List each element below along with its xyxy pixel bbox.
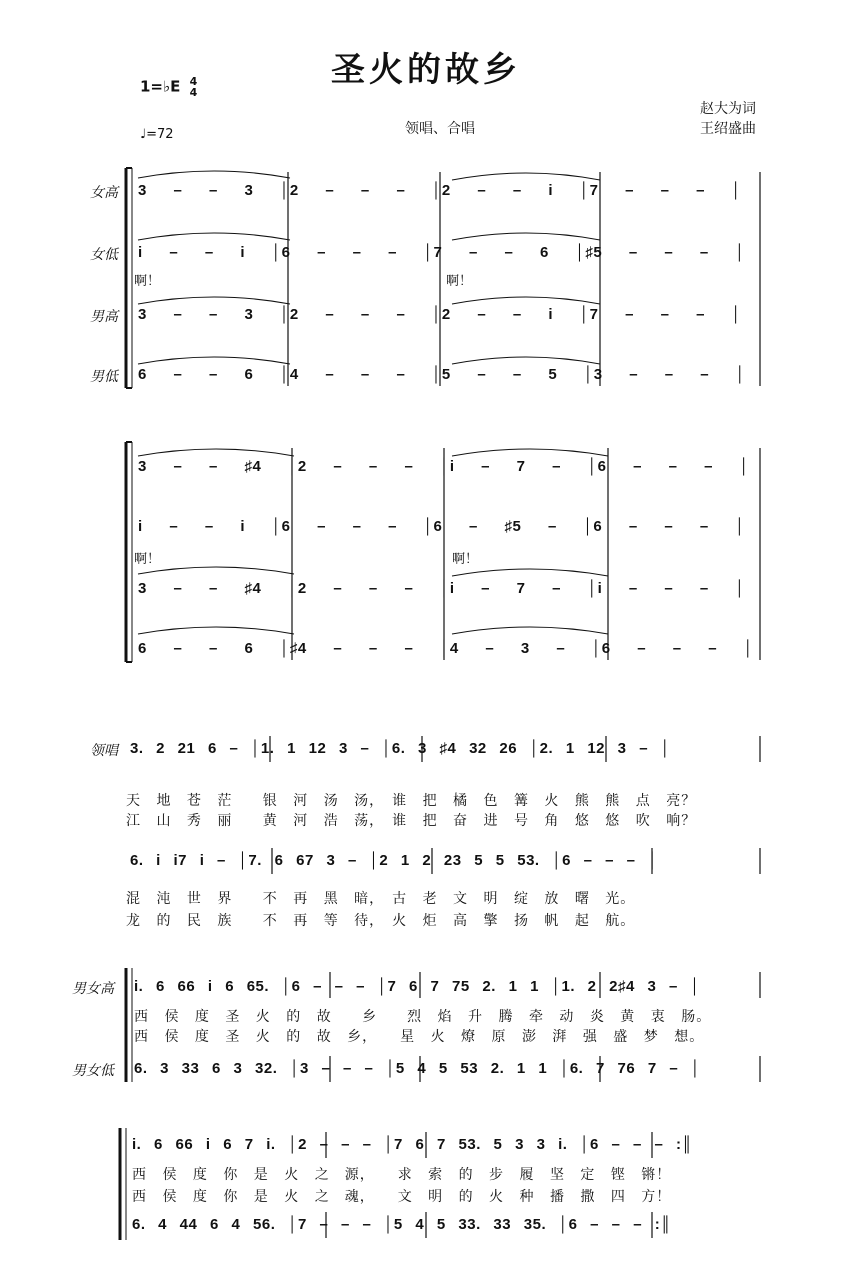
choir1-lyric-verse2: 西 侯 度 圣 火 的 故 乡， 星 火 燎 原 澎 湃 强 盛 梦 想。: [134, 1029, 705, 1045]
voice-label-soprano: 女高: [90, 185, 118, 201]
performance-form: 领唱、合唱: [405, 121, 475, 137]
choir2-lyric-verse1: 西 侯 度 你 是 火 之 源， 求 索 的 步 履 坚 定 铿 锵！: [132, 1167, 672, 1183]
choir1-upper-notes: i. 6 66 i 6 65. │6 – – – │7 6 7 75 2. 1 1 │1. 2 2♯4 3 – │: [134, 978, 701, 995]
lyricist-credit: 赵大为词: [700, 101, 756, 117]
solo1-lyric-verse1: 天 地 苍 茫 银 河 汤 汤， 谁 把 橘 色 篝 火 熊 熊 点 亮？: [126, 793, 697, 809]
key-text: 1=♭E: [140, 77, 181, 96]
voice-label-bass: 男低: [90, 369, 118, 385]
ah-lyric: 啊！: [134, 552, 161, 567]
solo2-lyric-verse2: 龙 的 民 族 不 再 等 待， 火 炬 高 擎 扬 帆 起 航。: [126, 913, 636, 929]
solo1-notes: 3. 2 21 6 – │1. 1 12 3 – │6. 3 ♯4 32 26 │2. 1 12 3 – │: [130, 740, 671, 757]
sys1-tenor-notes: 3 – – 3 │2 – – – │2 – – i │7 – – – │: [138, 306, 742, 323]
time-bottom: 4: [189, 86, 198, 99]
choir1-lower-notes: 6. 3 33 6 3 32. │3 – – – │5 4 5 53 2. 1 1 │6. 7 76 7 – │: [134, 1060, 701, 1077]
solo2-lyric-verse1: 混 沌 世 界 不 再 黑 暗， 古 老 文 明 绽 放 曙 光。: [126, 891, 636, 907]
sys2-bass-notes: 6 – – 6 │♯4 – – – │4 – 3 – │6 – – – │: [138, 640, 754, 657]
solo2-notes: 6. i i7 i – │7. 6 67 3 – │2 1 2 23 5 5 53. │6 – – – │: [130, 852, 659, 869]
voice-label-tenor: 男高: [90, 309, 118, 325]
voice-label-alto: 女低: [90, 247, 118, 263]
ah-lyric: 啊！: [446, 274, 473, 289]
ah-lyric: 啊！: [134, 274, 161, 289]
time-top: 4: [189, 75, 198, 88]
ah-lyric: 啊！: [452, 552, 479, 567]
choir2-lyric-verse2: 西 侯 度 你 是 火 之 魂， 文 明 的 火 种 播 撒 四 方！: [132, 1189, 672, 1205]
choir2-upper-notes: i. 6 66 i 6 7 i. │2 – – – │7 6 7 53. 5 3 3 i. │6 – – – :║: [132, 1136, 693, 1153]
sys1-soprano-notes: 3 – – 3 │2 – – – │2 – – i │7 – – – │: [138, 182, 742, 199]
choir1-lyric-verse1: 西 侯 度 圣 火 的 故 乡 烈 焰 升 腾 牵 动 炎 黄 衷 肠。: [134, 1009, 712, 1025]
voice-label-solo: 领唱: [90, 743, 118, 759]
sys2-soprano-notes: 3 – – ♯4 │2 – – – │i – 7 – │6 – – – │: [138, 458, 750, 475]
sys2-tenor-notes: 3 – – ♯4 │2 – – – │i – 7 – │i – – – │: [138, 580, 746, 597]
voice-label-upper: 男女高: [72, 981, 114, 997]
sys1-alto-notes: i – – i │6 – – – │7 – – 6 │♯5 – – – │: [138, 244, 746, 261]
song-title: 圣火的故乡: [331, 50, 521, 90]
tempo-mark: ♩=72: [140, 127, 174, 142]
sys2-alto-notes: i – – i │6 – – – │6 – ♯5 – │6 – – – │: [138, 518, 746, 535]
choir2-lower-notes: 6. 4 44 6 4 56. │7 – – – │5 4 5 33. 33 35. │6 – – – :║: [132, 1216, 672, 1233]
voice-label-lower: 男女低: [72, 1063, 114, 1079]
sys1-bass-notes: 6 – – 6 │4 – – – │5 – – 5 │3 – – – │: [138, 366, 746, 383]
composer-credit: 王绍盛曲: [700, 121, 756, 137]
solo1-lyric-verse2: 江 山 秀 丽 黄 河 浩 荡， 谁 把 奋 进 号 角 悠 悠 吹 响？: [126, 813, 697, 829]
